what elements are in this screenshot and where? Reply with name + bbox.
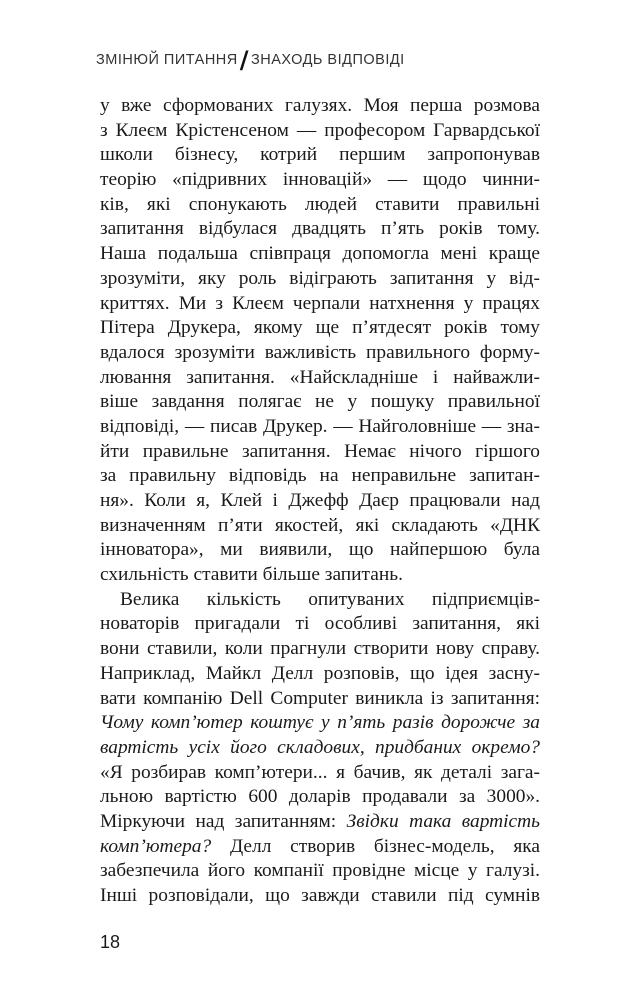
text-segment: Міркуючи над запитанням: [100,810,347,832]
text-line: вони ставили, коли прагнули створити нову справу. [100,638,540,660]
italic-question: комп’ютера? [100,835,212,857]
text-line: за правильну відповідь на неправильне запитан- [100,465,540,487]
text-line: Наша подальша співпраця допомогла мені краще [100,243,540,265]
text-line: схильність ставити більше запитань. [100,564,403,586]
page-number: 18 [100,932,121,952]
running-header [96,46,405,74]
text-line: зрозуміти, яку роль відіграють запитання у від- [100,267,540,289]
text-line: Наприклад, Майкл Делл розповів, що ідея засну- [100,662,540,684]
text-line [100,835,540,860]
text-line: відповіді, — писав Друкер. — Найголовніше — зна- [100,415,540,437]
running-header-separator: / [239,46,250,74]
paragraph-1 [100,94,540,588]
text-line-italic: Чому комп’ютер коштує у п’ять разів дорожче за [100,712,540,734]
text-line: новаторів пригадали ті особливі запитання, які [100,613,540,635]
paragraph-2 [100,588,540,909]
text-line: віше завдання полягає не у пошуку правильної [100,391,540,413]
text-line: вдалося зрозуміти важливість правильного форму- [100,341,540,363]
text-line: інноватора», ми виявили, що найпершою була [100,539,540,561]
text-segment: Делл створив бізнес-модель, яка [211,835,540,857]
running-header-right: ЗНАХОДЬ ВІДПОВІДІ [251,52,405,68]
body-text [100,94,540,909]
text-line: вати компанію Dell Computer виникла із запитання: [100,687,540,709]
text-line [100,810,540,835]
text-line: теорію «підривних інновацій» — щодо чинни- [100,169,540,191]
text-line: лювання запитання. «Найскладніше і найважли- [100,366,540,388]
text-line: йти правильне запитання. Немає нічого гіршого [100,440,540,462]
text-line: у вже сформованих галузях. Моя перша розмова [100,95,540,116]
text-line-italic: вартість усіх його складових, придбаних окремо? [100,736,540,758]
text-line: Велика кількість опитуваних підприємців- [120,588,540,610]
text-line: ня». Коли я, Клей і Джефф Даєр працювали над [100,490,540,511]
text-line: Інші розповідали, що завжди ставили під сумнів [100,885,540,906]
text-line: криттях. Ми з Клеєм черпали натхнення у працях [100,292,540,314]
text-line: з Клеєм Крістенсеном — професором Гарвардської [100,119,540,141]
text-line: льною вартістю 600 доларів продавали за 3000». [100,786,540,808]
text-line: «Я розбирав комп’ютери... я бачив, як деталі зага- [100,761,540,783]
text-line: запитання відбулася двадцять п’ять років тому. [100,218,540,240]
text-line: Пітера Друкера, якому ще п’ятдесят років тому [100,317,540,339]
italic-question: Звідки така вартість [346,810,540,832]
text-line: визначенням п’яти якостей, які складають «ДНК [100,514,540,536]
text-line: забезпечила його компанії провідне місце у галузі. [100,860,540,882]
text-line: школи бізнесу, котрий першим запропонував [100,144,540,166]
text-line: ків, які спонукають людей ставити правильні [100,193,540,215]
running-header-left: ЗМІНЮЙ ПИТАННЯ [96,52,238,68]
